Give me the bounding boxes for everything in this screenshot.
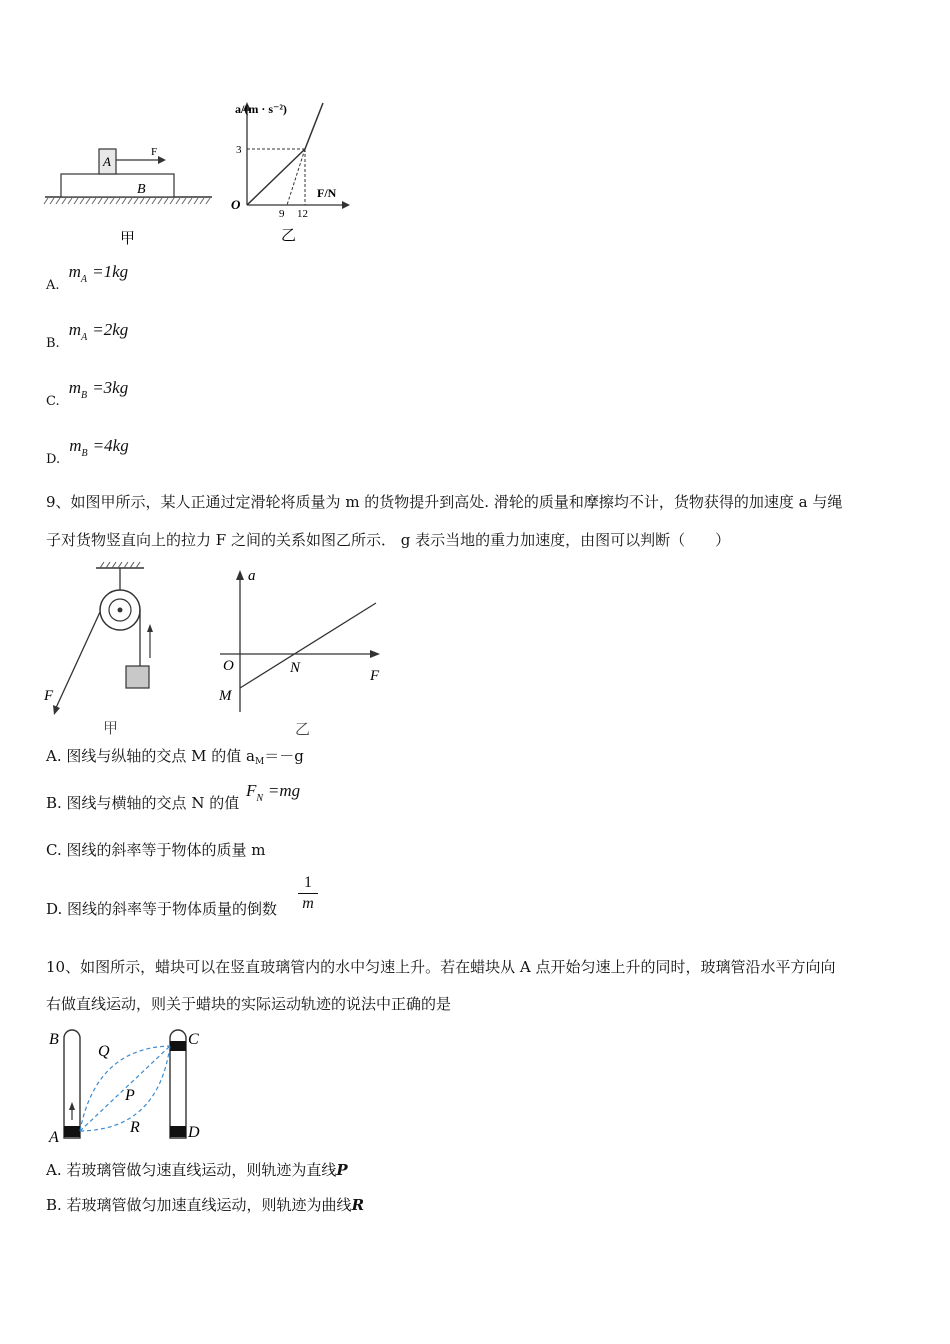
q9-option-d[interactable] <box>46 899 277 919</box>
q8-option-b[interactable] <box>46 320 129 351</box>
option-text: D. 图线的斜率等于物体质量的倒数 <box>46 900 278 918</box>
q8-figure-yi <box>225 95 360 245</box>
caption-yi: 乙 <box>281 228 297 244</box>
option-tail: P <box>336 1161 348 1179</box>
wax-block-bottom <box>170 1126 186 1137</box>
option-subscript: M <box>254 757 265 767</box>
label-b: B <box>49 1031 59 1048</box>
q9-option-c[interactable]: C. 图线的斜率等于物体的质量 m <box>46 841 266 859</box>
q8-figure-jia <box>40 135 220 250</box>
option-value: =1kg <box>92 262 129 281</box>
ground-hatch <box>44 198 210 204</box>
q9-stem-line-1: 9、如图甲所示，某人正通过定滑轮将质量为 m 的货物提升到高处. 滑轮的质量和摩擦均不计，货物获得的加速度 a 与绳 <box>46 493 843 511</box>
option-text: B. 图线与横轴的交点 N 的值 <box>46 794 240 812</box>
option-text: A. 若玻璃管做匀速直线运动，则轨迹为直线 <box>46 1161 337 1179</box>
graph-line <box>240 603 376 688</box>
option-symbol: F <box>246 781 257 800</box>
q10-option-b[interactable] <box>46 1195 364 1215</box>
q10-option-a[interactable] <box>46 1160 348 1180</box>
cargo-block <box>126 666 149 688</box>
option-symbol: m <box>69 436 82 455</box>
label-a: A <box>103 154 111 169</box>
option-value: =3kg <box>92 378 129 397</box>
wax-block-start <box>64 1126 80 1137</box>
option-letter: D. <box>46 452 61 467</box>
y-axis-label: a <box>248 568 256 584</box>
tube-left <box>64 1030 80 1138</box>
option-value: =2kg <box>92 320 129 339</box>
label-d: D <box>188 1124 200 1141</box>
label-p: P <box>125 1087 135 1104</box>
q8-option-c[interactable] <box>46 378 129 409</box>
y-axis-label: a/(m · s⁻²) <box>235 102 287 116</box>
graph-segment-2 <box>305 103 323 149</box>
y-tick-3: 3 <box>236 144 242 156</box>
option-letter: A. <box>46 278 60 293</box>
q8-option-d[interactable] <box>46 436 129 467</box>
option-tail: ＝－g <box>264 747 304 765</box>
wax-block-top <box>170 1041 186 1051</box>
q10-stem-line-1: 10、如图所示，蜡块可以在竖直玻璃管内的水中匀速上升。若在蜡块从 A 点开始匀速上升的同时，玻璃管沿水平方向向 <box>46 958 836 976</box>
x-tick-9: 9 <box>279 208 285 220</box>
caption-jia: 甲 <box>103 721 119 737</box>
q9-option-b[interactable] <box>46 781 301 812</box>
option-letter: C. <box>46 394 60 409</box>
option-symbol: m <box>68 262 81 281</box>
option-tail: R <box>351 1196 365 1214</box>
graph-segment-1 <box>247 149 305 205</box>
caption-yi: 乙 <box>295 722 311 738</box>
q9-figure-jia <box>40 560 170 740</box>
label-b: B <box>137 182 146 197</box>
option-symbol: m <box>68 378 81 397</box>
option-value: =mg <box>267 781 301 800</box>
label-f: F <box>44 688 54 704</box>
option-subscript: N <box>256 793 264 804</box>
q9-option-d-fraction <box>298 874 318 913</box>
q9-figure-yi <box>210 562 390 742</box>
q9-option-a[interactable] <box>46 746 304 769</box>
caption-jia: 甲 <box>120 231 136 247</box>
option-subscript: A <box>80 274 88 285</box>
label-f: F <box>151 146 158 158</box>
label-q: Q <box>98 1043 110 1060</box>
q10-stem-line-2: 右做直线运动，则关于蜡块的实际运动轨迹的说法中正确的是 <box>46 995 452 1013</box>
origin-label: O <box>223 658 234 674</box>
option-letter: B. <box>46 336 60 351</box>
label-a: A <box>49 1129 59 1146</box>
fraction-bar <box>298 893 318 894</box>
point-n-label: N <box>290 660 301 676</box>
q8-option-a[interactable] <box>46 262 129 293</box>
origin-label: O <box>231 197 241 212</box>
block-b <box>61 174 174 197</box>
fraction-numerator: 1 <box>304 874 312 891</box>
rope-left <box>55 612 100 710</box>
option-value: =4kg <box>92 436 129 455</box>
ceiling-hatch <box>100 562 140 568</box>
option-symbol: m <box>68 320 82 339</box>
option-text: B. 若玻璃管做匀加速直线运动，则轨迹为曲线 <box>46 1196 352 1214</box>
q9-stem-line-2: 子对货物竖直向上的拉力 F 之间的关系如图乙所示． g 表示当地的重力加速度，由图可以判断（ ） <box>46 531 731 549</box>
x-axis-label: F <box>370 668 380 684</box>
q10-figure <box>40 1022 220 1147</box>
option-subscript: B <box>81 390 88 401</box>
label-c: C <box>188 1031 199 1048</box>
x-tick-12: 12 <box>297 208 308 220</box>
option-text: A. 图线与纵轴的交点 M 的值 a <box>46 747 255 765</box>
fraction-denominator: m <box>302 895 314 912</box>
option-subscript: A <box>81 332 88 343</box>
label-r: R <box>130 1119 140 1136</box>
x-axis-label: F/N <box>317 186 337 200</box>
point-m-label: M <box>219 688 232 704</box>
option-subscript: B <box>81 448 88 459</box>
